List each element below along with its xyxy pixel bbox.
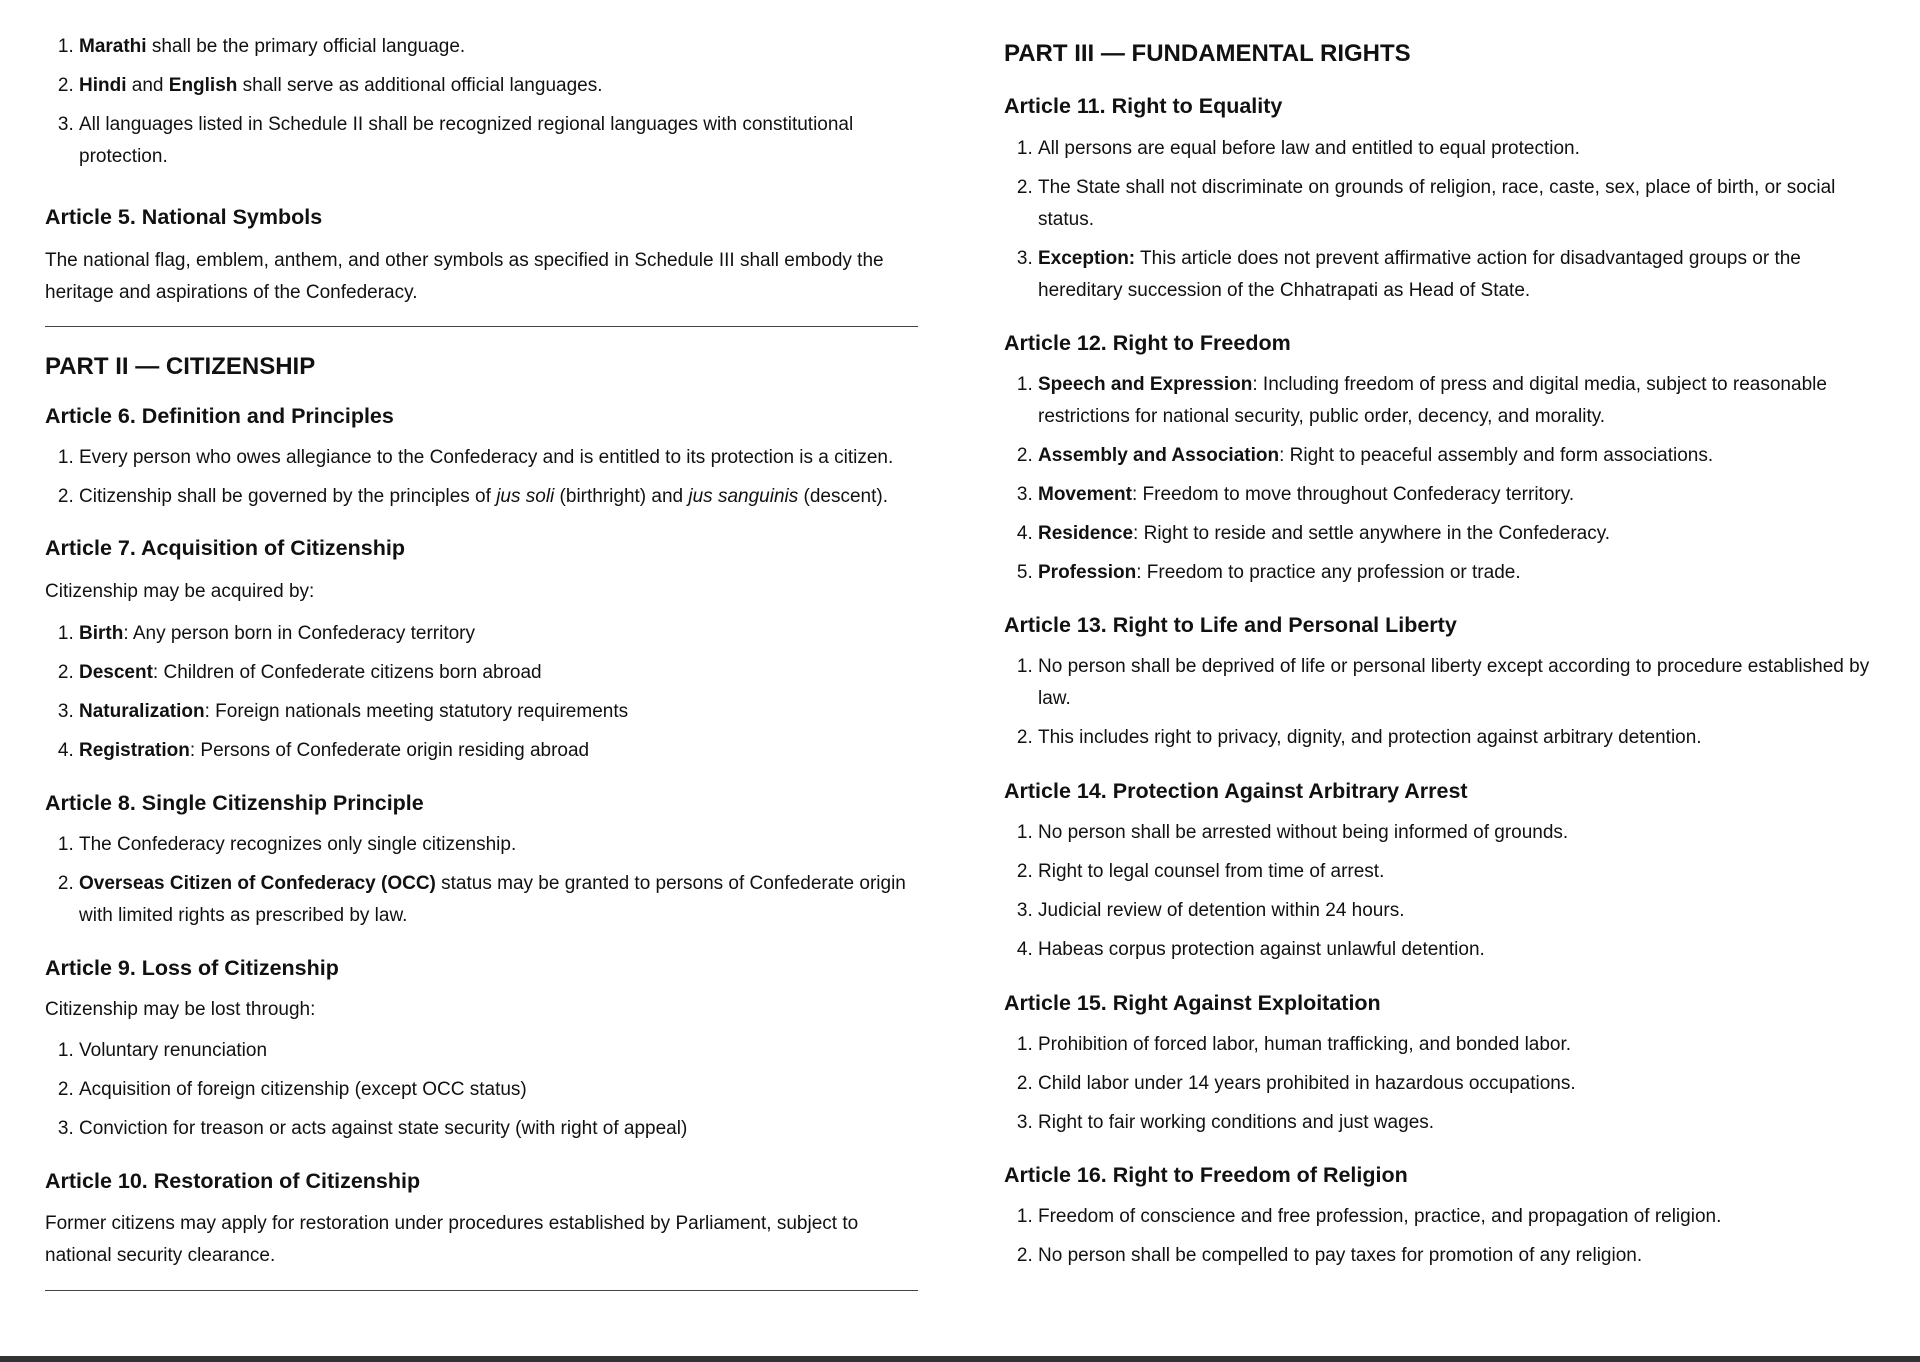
article-10-heading: Article 10. Restoration of Citizenship [45, 1168, 421, 1193]
list-item: 2. Assembly and Association: Right to peaceful assembly and form associations. [1038, 440, 1884, 472]
list-item: 1. Every person who owes allegiance to the Confederacy and is entitled to its protection is a citizen. [79, 442, 918, 474]
article-8-heading: Article 8. Single Citizenship Principle [45, 791, 424, 816]
article-11-heading: Article 11. Right to Equality [1004, 93, 1283, 118]
article-13-heading: Article 13. Right to Life and Personal Liberty [1004, 613, 1457, 638]
article-16-list [1004, 1201, 1884, 1272]
article-6-heading: Article 6. Definition and Principles [45, 403, 394, 428]
list-item: 3. Movement: Freedom to move throughout Confederacy territory. [1038, 479, 1884, 511]
official-languages-list [45, 31, 918, 173]
article-12-heading: Article 12. Right to Freedom [1004, 330, 1291, 355]
article-9-intro: Citizenship may be lost through: [45, 998, 316, 1020]
article-5-heading: Article 5. National Symbols [45, 205, 323, 229]
list-item: 2. Descent: Children of Confederate citizens born abroad [79, 657, 918, 689]
list-item: 3. Naturalization: Foreign nationals meeting statutory requirements [79, 696, 918, 728]
list-item: 1. No person shall be arrested without being informed of grounds. [1038, 817, 1884, 849]
article-15-heading: Article 15. Right Against Exploitation [1004, 990, 1381, 1015]
list-item: 2. Hindi and English shall serve as additional official languages. [79, 70, 918, 102]
part-2-heading: PART II — CITIZENSHIP [45, 352, 316, 380]
list-item: 2. Overseas Citizen of Confederacy (OCC) status may be granted to persons of Confederate origin with limited rights as prescribed by law. [79, 868, 918, 932]
list-item: 2. Child labor under 14 years prohibited in hazardous occupations. [1038, 1068, 1884, 1100]
list-item: 2. Acquisition of foreign citizenship (except OCC status) [79, 1074, 918, 1106]
right-column [1004, 0, 1884, 1272]
list-item: 5. Profession: Freedom to practice any profession or trade. [1038, 557, 1884, 589]
list-item: 3. All languages listed in Schedule II shall be recognized regional languages with constitutional protection. [79, 109, 918, 173]
article-11-list [1004, 133, 1884, 307]
article-10-text: Former citizens may apply for restoration under procedures established by Parliament, subject to national security clearance. [45, 1212, 859, 1266]
article-13-list [1004, 651, 1884, 754]
list-item: 1. Speech and Expression: Including freedom of press and digital media, subject to reasonable restrictions for national security, public order, decency, and morality. [1038, 369, 1884, 433]
list-item: 4. Habeas corpus protection against unlawful detention. [1038, 934, 1884, 966]
article-8-list [45, 829, 918, 932]
article-7-heading: Article 7. Acquisition of Citizenship [45, 536, 405, 561]
list-item: 4. Registration: Persons of Confederate origin residing abroad [79, 735, 918, 767]
list-item: 1. Prohibition of forced labor, human trafficking, and bonded labor. [1038, 1029, 1884, 1061]
list-item: 1. Marathi shall be the primary official language. [79, 31, 918, 63]
article-7-list [45, 618, 918, 767]
article-6-list [45, 442, 918, 513]
left-column [45, 0, 918, 1291]
list-item: 1. All persons are equal before law and entitled to equal protection. [1038, 133, 1884, 165]
list-item: 1. The Confederacy recognizes only single citizenship. [79, 829, 918, 861]
list-item: 2. Citizenship shall be governed by the principles of jus soli (birthright) and jus sanguinis (descent). [79, 481, 918, 513]
article-7-intro: Citizenship may be acquired by: [45, 581, 315, 603]
article-9-heading: Article 9. Loss of Citizenship [45, 955, 339, 980]
article-14-list [1004, 817, 1884, 966]
list-item: 4. Residence: Right to reside and settle anywhere in the Confederacy. [1038, 518, 1884, 550]
article-16-heading: Article 16. Right to Freedom of Religion [1004, 1162, 1408, 1187]
list-item: 3. Right to fair working conditions and just wages. [1038, 1107, 1884, 1139]
list-item: 3. Judicial review of detention within 24 hours. [1038, 895, 1884, 927]
article-14-heading: Article 14. Protection Against Arbitrary Arrest [1004, 779, 1468, 804]
page-bottom-border [0, 1356, 1920, 1362]
article-12-list [1004, 369, 1884, 589]
list-item: 2. The State shall not discriminate on grounds of religion, race, caste, sex, place of birth, or social status. [1038, 172, 1884, 236]
list-item: 2. This includes right to privacy, dignity, and protection against arbitrary detention. [1038, 722, 1884, 754]
article-15-list [1004, 1029, 1884, 1139]
list-item: 3. Conviction for treason or acts against state security (with right of appeal) [79, 1113, 918, 1145]
list-item: 1. No person shall be deprived of life or personal liberty except according to procedure established by law. [1038, 651, 1884, 715]
list-item: 2. Right to legal counsel from time of arrest. [1038, 856, 1884, 888]
list-item: 2. No person shall be compelled to pay taxes for promotion of any religion. [1038, 1240, 1884, 1272]
list-item: 1. Birth: Any person born in Confederacy territory [79, 618, 918, 650]
part-3-heading: PART III — FUNDAMENTAL RIGHTS [1004, 40, 1411, 67]
list-item: 3. Exception: This article does not prevent affirmative action for disadvantaged groups or the hereditary succession of the Chhatrapati as Head of State. [1038, 243, 1884, 307]
section-divider [45, 326, 918, 327]
section-divider [45, 1290, 918, 1291]
article-5-text: The national flag, emblem, anthem, and other symbols as specified in Schedule III shall embody the heritage and aspirations of the Confederacy. [45, 249, 884, 303]
list-item: 1. Voluntary renunciation [79, 1035, 918, 1067]
article-9-list [45, 1035, 918, 1145]
list-item: 1. Freedom of conscience and free profession, practice, and propagation of religion. [1038, 1201, 1884, 1233]
